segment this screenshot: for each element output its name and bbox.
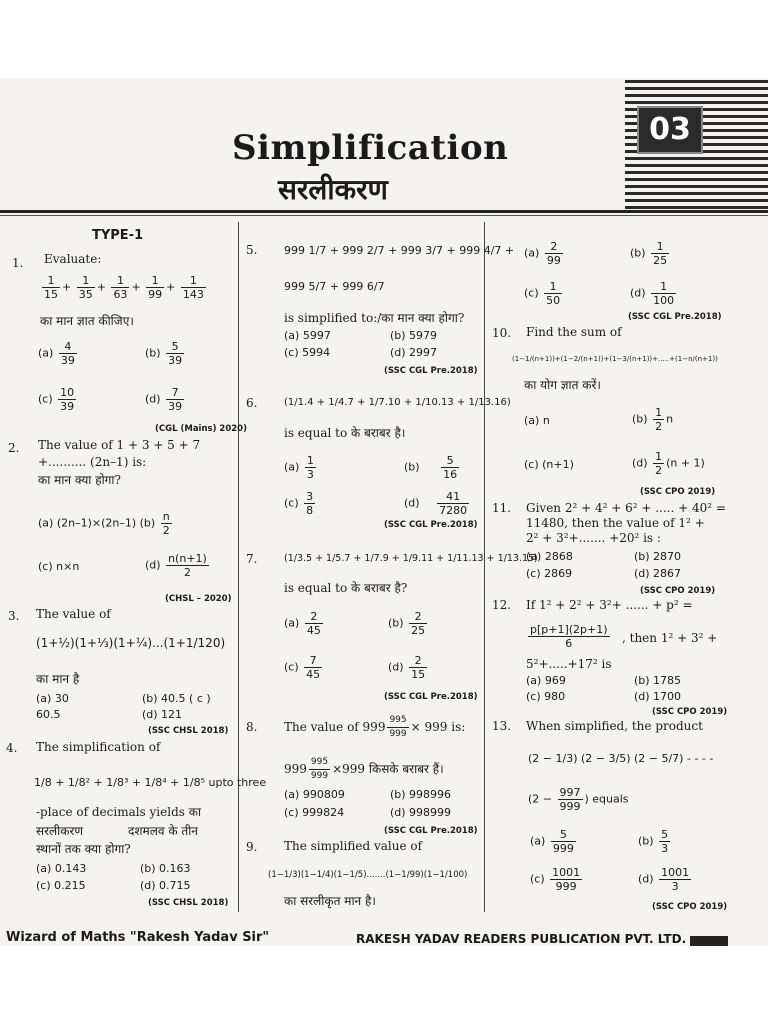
option-a: (a) n	[524, 414, 550, 427]
q5-line2: 999 5/7 + 999 6/7	[284, 280, 385, 293]
option-b: (b) $\frac{1}{25}$	[630, 240, 668, 267]
q-number: 4.	[6, 741, 18, 755]
option-a: (a) $\frac{5}{999}$	[530, 828, 574, 855]
q6-expression: (1/1.4 + 1/4.7 + 1/7.10 + 1/10.13 + 1/13.16)	[284, 397, 511, 408]
q4-line2: -place of decimals yields का	[36, 805, 202, 819]
source-tag: (SSC CHSL 2018)	[148, 726, 229, 736]
bottom-margin	[0, 946, 768, 1024]
option-a: (a) 2868	[526, 550, 573, 563]
q5-line1: 999 1/7 + 999 2/7 + 999 3/7 + 999 4/7 +	[284, 244, 515, 257]
source-tag: (SSC CPO 2019)	[640, 586, 716, 596]
q-number: 7.	[246, 552, 258, 566]
option-b-cont: 60.5	[36, 708, 61, 721]
option-a: (a) $\frac{2}{99}$	[524, 240, 561, 267]
option-d: (d) $\frac{7}{39}$	[145, 386, 183, 413]
q11-line3: 2² + 3²+....... +20² is :	[526, 531, 661, 545]
source-tag: (CGL (Mains) 2020)	[155, 424, 247, 434]
option-a: (a) $\frac{4}{39}$	[38, 340, 75, 367]
q11-line1: Given 2² + 4² + 6² + ..... + 40² =	[526, 501, 726, 515]
q-number: 8.	[246, 720, 258, 734]
option-d: (d) $\frac{n(n+1)}{2}$	[145, 552, 207, 579]
q-number: 5.	[246, 243, 258, 257]
q13-line1: When simplified, the product	[526, 719, 703, 733]
q9-hindi: का सरलीकृत मान है।	[284, 894, 376, 908]
option-a: (a) 0.143	[36, 862, 87, 875]
column-divider	[238, 222, 239, 912]
q8-line1: The value of 999 $\frac{995}{999}$ × 999 is:	[284, 715, 466, 739]
q-number: 2.	[8, 441, 20, 455]
q4-text: The simplification of	[36, 740, 161, 754]
option-a: (a) $\frac{2}{45}$	[284, 610, 321, 637]
q2-line1: The value of 1 + 3 + 5 + 7	[38, 438, 201, 452]
q10-expression: (1−1/(n+1))+(1−2/(n+1))+(1−3/(n+1))+.....+(1−n/(n+1))	[512, 355, 718, 363]
source-tag: (SSC CGL Pre.2018)	[384, 692, 478, 702]
q7-expression: (1/3.5 + 1/5.7 + 1/7.9 + 1/9.11 + 1/11.13 + 1/13.15)	[284, 553, 538, 564]
option-c: (c) 5994	[284, 346, 331, 359]
option-b: (b) 1785	[634, 674, 682, 687]
q1-hindi: का मान ज्ञात कीजिए।	[40, 314, 134, 328]
option-d: (d) $\frac{2}{15}$	[388, 654, 426, 681]
source-tag: (SSC CGL Pre.2018)	[384, 826, 478, 836]
option-d: (d) 2867	[634, 567, 682, 580]
q9-line1: The simplified value of	[284, 839, 423, 853]
q-number: 11.	[492, 501, 512, 515]
footer-left: Wizard of Maths "Rakesh Yadav Sir"	[6, 930, 270, 945]
option-c: (c) $\frac{1001}{999}$	[530, 866, 581, 893]
source-tag: (SSC CPO 2019)	[652, 707, 728, 717]
option-a: (a) 5997	[284, 329, 331, 342]
q3-expression: (1+½)(1+⅓)(1+¼)...(1+1/120)	[36, 636, 226, 650]
q4-line3b: दशमलव के तीन	[128, 824, 198, 838]
q1-text: Evaluate:	[44, 252, 102, 266]
top-margin	[0, 0, 768, 78]
option-b: (b) $\frac{1}{2}$ n	[632, 406, 674, 433]
q12-line1: If 1² + 2² + 3²+ ...... + p² =	[526, 598, 693, 612]
q5-line3: is simplified to:/का मान क्या होगा?	[284, 311, 465, 325]
q12-fraction: $\frac{p[p+1](2p+1)}{6}$	[530, 623, 608, 650]
q3-hindi: का मान है	[36, 672, 80, 686]
q10-hindi: का योग ज्ञात करें।	[524, 378, 601, 392]
source-tag: (SSC CGL Pre.2018)	[628, 312, 722, 322]
option-d: (d) 0.715	[140, 879, 191, 892]
option-b: (b) $\frac{5}{39}$	[145, 340, 183, 367]
q9-expression: (1−1/3)(1−1/4)(1−1/5).......(1−1/99)(1−1/100)	[268, 870, 468, 880]
option-c: (c) $\frac{3}{8}$	[284, 490, 314, 517]
option-b: (b) 2870	[634, 550, 682, 563]
q10-line1: Find the sum of	[526, 325, 622, 339]
option-c: (c) $\frac{1}{50}$	[524, 280, 561, 307]
source-tag: (CHSL – 2020)	[165, 594, 232, 604]
source-tag: (SSC CGL Pre.2018)	[384, 520, 478, 530]
option-c: (c) 2869	[526, 567, 573, 580]
option-d: (d) $\frac{41}{7280}$	[404, 490, 468, 517]
option-d: (d) $\frac{1}{100}$	[630, 280, 675, 307]
option-d: (d) $\frac{1001}{3}$	[638, 866, 690, 893]
q-number: 9.	[246, 840, 258, 854]
q4-line3a: सरलीकरण	[36, 824, 84, 838]
q2-line2: +.......... (2n–1) is:	[38, 455, 147, 469]
source-tag: (SSC CHSL 2018)	[148, 898, 229, 908]
divider	[0, 210, 768, 213]
footer-right: RAKESH YADAV READERS PUBLICATION PVT. LTD.	[356, 932, 687, 946]
option-b: (b) 40.5 ( c )	[142, 692, 211, 705]
option-b: (b) 998996	[390, 788, 452, 801]
option-d: (d) 1700	[634, 690, 682, 703]
source-tag: (SSC CPO 2019)	[652, 902, 728, 912]
q-number: 12.	[492, 598, 512, 612]
option-b: (b) 0.163	[140, 862, 191, 875]
option-b: (b) 5979	[390, 329, 438, 342]
option-b: (b) $\frac{2}{25}$	[388, 610, 426, 637]
q12-line2: , then 1² + 3² +	[622, 631, 718, 645]
q13-expression: (2 − 1/3) (2 − 3/5) (2 − 5/7) - - - -	[528, 752, 714, 765]
q4-line4: स्थानों तक क्या होगा?	[36, 842, 131, 856]
option-b: (b) $\frac{5}{16}$	[404, 454, 458, 481]
option-c: (c) 980	[526, 690, 566, 703]
type-heading: TYPE-1	[92, 228, 144, 243]
q1-expression: $\frac{1}{15}$ + $\frac{1}{35}$ + $\frac{1}{63}$ + $\frac{1}{99}$ + $\frac{1}{143}$	[44, 274, 204, 301]
option-ab: (a) (2n–1)×(2n–1) (b) $\frac{n}{2}$	[38, 510, 170, 537]
q12-line3: 5²+.....+17² is	[526, 657, 612, 671]
q4-expression: 1/8 + 1/8² + 1/8³ + 1/8⁴ + 1/8⁵ upto three	[34, 776, 267, 789]
footer-page-block	[690, 936, 728, 946]
option-c: (c) $\frac{10}{39}$	[38, 386, 75, 413]
option-d: (d) 2997	[390, 346, 438, 359]
column-divider	[484, 222, 485, 912]
source-tag: (SSC CPO 2019)	[640, 487, 716, 497]
option-a: (a) 990809	[284, 788, 345, 801]
q6-line2: is equal to के बराबर है।	[284, 426, 406, 440]
source-tag: (SSC CGL Pre.2018)	[384, 366, 478, 376]
q-number: 13.	[492, 719, 512, 733]
page-title: Simplification	[232, 128, 509, 168]
q7-line2: is equal to के बराबर है?	[284, 581, 408, 595]
option-c: (c) n×n	[38, 560, 80, 573]
q-number: 3.	[8, 609, 20, 623]
q2-hindi: का मान क्या होगा?	[38, 473, 121, 487]
option-a: (a) 969	[526, 674, 566, 687]
q-number: 10.	[492, 326, 512, 340]
q-number: 6.	[246, 396, 258, 410]
page-subtitle: सरलीकरण	[278, 173, 388, 206]
q11-line2: 11480, then the value of 1² +	[526, 516, 705, 530]
option-d: (d) $\frac{1}{2}$ (n + 1)	[632, 450, 705, 477]
option-d: (d) 998999	[390, 806, 452, 819]
page-footer	[0, 930, 768, 946]
q3-text: The value of	[36, 607, 111, 621]
option-d: (d) 121	[142, 708, 183, 721]
q-number: 1.	[12, 256, 24, 270]
q8-line2: 999 $\frac{995}{999}$ ×999 किसके बराबर हैं।	[284, 757, 444, 781]
option-a: (a) $\frac{1}{3}$	[284, 454, 314, 481]
option-c: (c) 999824	[284, 806, 345, 819]
option-c: (c) $\frac{7}{45}$	[284, 654, 321, 681]
q13-line3: (2 − $\frac{997}{999}$ ) equals	[528, 786, 629, 813]
divider	[0, 215, 768, 216]
option-c: (c) 0.215	[36, 879, 86, 892]
chapter-number: 03	[637, 106, 703, 154]
option-b: (b) $\frac{5}{3}$	[638, 828, 669, 855]
option-c: (c) (n+1)	[524, 458, 574, 471]
option-a: (a) 30	[36, 692, 69, 705]
